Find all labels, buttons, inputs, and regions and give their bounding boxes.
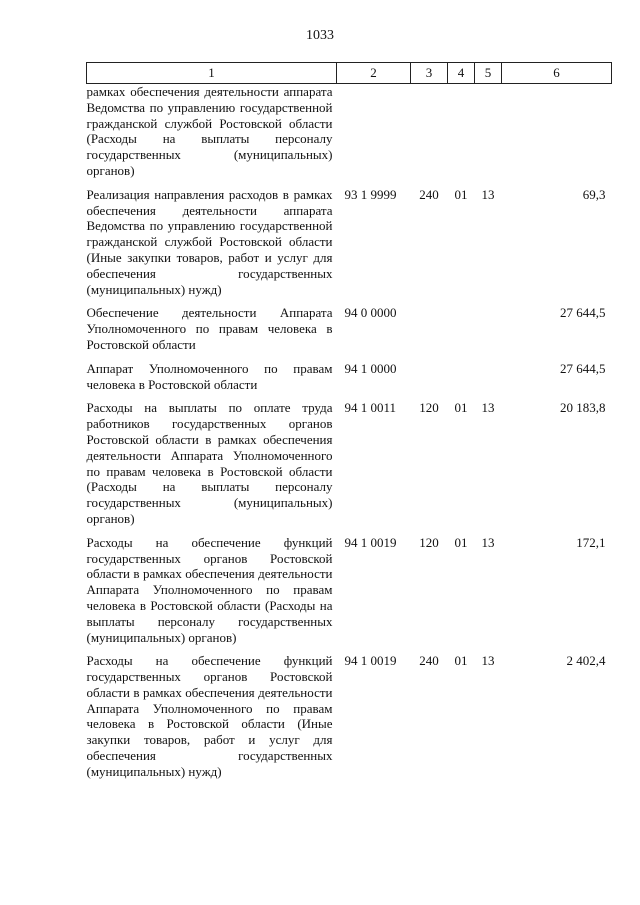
row-name: рамках обеспечения деятельности аппарата Ведомства по управлению государственной гражданской службой Ростовской области (Расходы на выплаты персоналу государственных (муниципальных) органов) <box>86 84 333 178</box>
column-header-1: 1 <box>87 63 337 84</box>
row-pr: 13 <box>481 653 495 669</box>
row-sum: 27 644,5 <box>560 305 606 321</box>
row-vr <box>411 361 448 401</box>
column-header-5: 5 <box>475 63 502 84</box>
row-name: Расходы на обеспечение функций государственных органов Ростовской области в рамках обеспечения деятельности Аппарата Уполномоченного по правам человека в Ростовской области (Расходы на выплаты персоналу государственных (муниципальных) органов) <box>86 534 333 645</box>
row-sum: 69,3 <box>582 186 606 202</box>
page-number: 1033 <box>306 28 334 43</box>
row-code: 94 1 0019 <box>344 653 397 669</box>
table-row <box>87 84 612 187</box>
row-code: 93 1 9999 <box>344 186 397 202</box>
row-rz: 01 <box>454 400 468 416</box>
table-row <box>87 400 612 534</box>
row-sum: 20 183,8 <box>560 400 606 416</box>
row-sum: 172,1 <box>576 534 606 550</box>
column-header-3: 3 <box>411 63 448 84</box>
row-code: 94 1 0000 <box>344 360 397 376</box>
column-header-6: 6 <box>502 63 612 84</box>
column-header-4: 4 <box>448 63 475 84</box>
row-sum: 2 402,4 <box>566 653 606 669</box>
row-pr <box>475 361 502 401</box>
row-sum: 27 644,5 <box>560 360 606 376</box>
row-sum <box>502 84 612 187</box>
row-name: Расходы на выплаты по оплате труда работников государственных органов Ростовской области в рамках обеспечения деятельности Аппарата Уполномоченного по правам человека в Ростовской области (Расходы на выплаты персоналу государственных (муниципальных) органов) <box>86 400 333 526</box>
row-rz <box>448 84 475 187</box>
row-vr: 120 <box>419 534 439 550</box>
row-rz: 01 <box>454 186 468 202</box>
row-code <box>337 84 411 187</box>
column-header-2: 2 <box>337 63 411 84</box>
row-code: 94 1 0011 <box>344 400 397 416</box>
row-name: Расходы на обеспечение функций государственных органов Ростовской области в рамках обеспечения деятельности Аппарата Уполномоченного по правам человека в Ростовской области (Иные закупки товаров, работ и услуг для обеспечения государственных (муниципальных) нужд) <box>86 653 333 779</box>
row-vr: 240 <box>419 186 439 202</box>
table-row <box>87 653 612 787</box>
row-pr <box>475 84 502 187</box>
row-pr: 13 <box>481 400 495 416</box>
table-header <box>87 63 612 84</box>
row-rz <box>448 305 475 360</box>
row-vr <box>411 84 448 187</box>
row-vr: 120 <box>419 400 439 416</box>
row-name: Обеспечение деятельности Аппарата Уполномоченного по правам человека в Ростовской области <box>86 305 333 352</box>
table-row <box>87 535 612 654</box>
row-rz: 01 <box>454 653 468 669</box>
row-name: Аппарат Уполномоченного по правам человека в Ростовской области <box>86 360 333 392</box>
row-code: 94 1 0019 <box>344 534 397 550</box>
row-pr: 13 <box>481 186 495 202</box>
row-rz: 01 <box>454 534 468 550</box>
budget-table <box>86 62 612 788</box>
row-rz <box>448 361 475 401</box>
table-row <box>87 187 612 306</box>
row-pr: 13 <box>481 534 495 550</box>
row-name: Реализация направления расходов в рамках обеспечения деятельности аппарата Ведомства по управлению государственной гражданской службой Ростовской области (Иные закупки товаров, работ и услуг для обеспечения государственных (муниципальных) нужд) <box>86 186 333 297</box>
table-row <box>87 305 612 360</box>
row-pr <box>475 305 502 360</box>
row-vr <box>411 305 448 360</box>
table-row <box>87 361 612 401</box>
row-vr: 240 <box>419 653 439 669</box>
row-code: 94 0 0000 <box>344 305 397 321</box>
